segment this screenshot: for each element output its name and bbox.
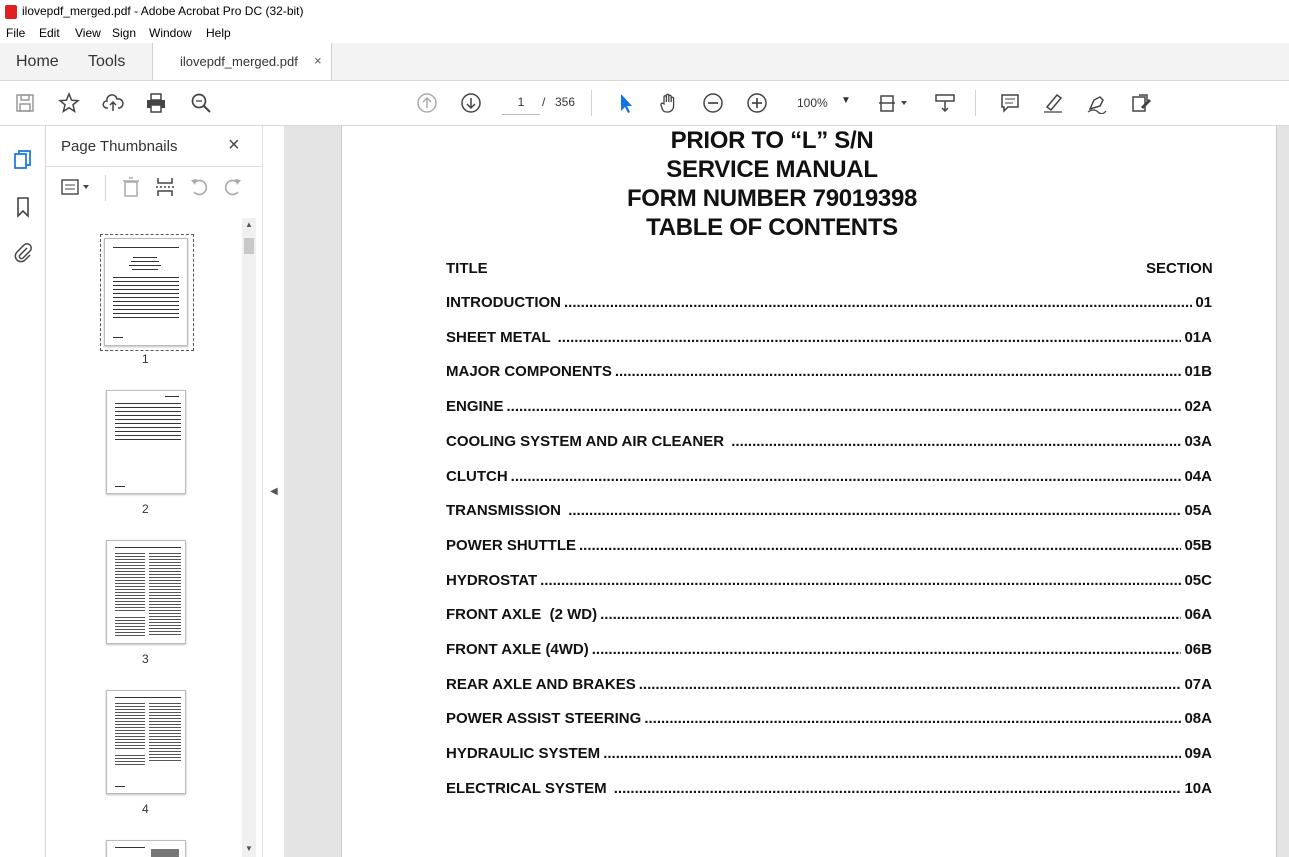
redo-icon[interactable] — [221, 175, 245, 199]
zoom-in-icon[interactable] — [745, 91, 769, 115]
toc-section: 01 — [1195, 294, 1212, 311]
heading-line: SERVICE MANUAL — [666, 156, 878, 183]
tab-bar — [0, 43, 1289, 81]
toc-row[interactable] — [446, 363, 1212, 383]
toc-title: ENGINE — [446, 398, 504, 416]
toc-title: HYDRAULIC SYSTEM — [446, 745, 601, 763]
toc-section: 10A — [1184, 779, 1212, 797]
toc-row[interactable] — [446, 398, 1212, 418]
zoom-value: 100% — [797, 96, 828, 110]
tab-tools[interactable]: Tools — [88, 53, 126, 70]
toc-row[interactable] — [446, 329, 1212, 349]
thumbnail-label: 1 — [142, 352, 149, 366]
toc-leader — [564, 294, 1192, 311]
toc-row[interactable] — [446, 502, 1212, 522]
thumbnail-label: 4 — [142, 802, 149, 816]
close-icon[interactable]: × — [228, 134, 240, 156]
menu-help[interactable]: Help — [206, 26, 231, 40]
toc-row[interactable] — [446, 710, 1212, 730]
upload-icon[interactable] — [101, 91, 125, 115]
hand-icon[interactable] — [657, 91, 681, 115]
toc-title: FRONT AXLE (4WD) — [446, 641, 589, 658]
toc-leader — [511, 468, 1182, 485]
page-separator: / — [542, 95, 546, 109]
toc-title: HYDROSTAT — [446, 571, 538, 589]
toc-leader — [592, 641, 1182, 658]
thumbnail-page-2[interactable] — [106, 390, 186, 494]
document-area — [284, 126, 1289, 857]
toc-section: 06A — [1184, 606, 1212, 624]
toc-leader — [540, 572, 1181, 589]
toc-row[interactable] — [446, 676, 1212, 696]
toc-row[interactable] — [446, 572, 1212, 592]
thumbnail-page-4[interactable] — [106, 690, 186, 794]
left-rail — [0, 126, 46, 857]
toc-title: INTRODUCTION — [446, 294, 561, 311]
save-icon[interactable] — [13, 91, 37, 115]
tab-document-label: ilovepdf_merged.pdf — [180, 54, 298, 69]
toolbar — [0, 81, 1289, 126]
star-icon[interactable] — [57, 91, 81, 115]
select-icon[interactable] — [614, 91, 638, 115]
thumbnail-page-3[interactable] — [106, 540, 186, 644]
toc-title: TRANSMISSION — [446, 502, 566, 520]
sign-icon[interactable] — [1085, 91, 1109, 115]
toc-row[interactable] — [446, 641, 1212, 661]
toc-leader — [731, 433, 1181, 450]
toc-section: 03A — [1184, 432, 1212, 450]
bookmark-icon[interactable] — [11, 195, 35, 219]
thumbnails-title: Page Thumbnails — [61, 138, 178, 155]
collapse-pane-icon[interactable]: ◀ — [270, 486, 278, 497]
toc-row[interactable] — [446, 606, 1212, 626]
toc-leader — [639, 676, 1182, 693]
toc-leader — [568, 502, 1181, 519]
tab-home[interactable]: Home — [16, 53, 59, 70]
attachment-icon[interactable] — [11, 240, 35, 264]
heading-line: PRIOR TO “L” S/N — [670, 127, 874, 154]
toc-title: REAR AXLE AND BRAKES — [446, 675, 636, 693]
print-icon[interactable] — [144, 91, 168, 115]
page-number-input[interactable] — [502, 90, 540, 115]
toc-row[interactable] — [446, 468, 1212, 488]
thumbnails-pane — [46, 126, 262, 857]
toc-section: 08A — [1184, 710, 1212, 728]
toc-leader — [615, 363, 1182, 380]
thumbnail-label: 3 — [142, 652, 149, 666]
toc-row[interactable] — [446, 745, 1212, 765]
toc-leader — [600, 606, 1181, 623]
edit-pdf-icon[interactable] — [1129, 91, 1153, 115]
comment-icon[interactable] — [998, 91, 1022, 115]
toc-title: CLUTCH — [446, 467, 508, 485]
thumbnails-icon[interactable] — [11, 148, 35, 172]
toc-section: 09A — [1184, 745, 1212, 763]
zoom-out-icon[interactable] — [701, 91, 725, 115]
toolbar-divider — [591, 90, 592, 116]
toolbar-divider — [105, 175, 106, 201]
toc-leader — [603, 745, 1181, 762]
window-title: ilovepdf_merged.pdf - Adobe Acrobat Pro DC (32-bit) — [22, 4, 304, 18]
toc-title: MAJOR COMPONENTS — [446, 363, 612, 381]
toc-section: 01B — [1184, 363, 1212, 381]
scroll-up-icon[interactable]: ▲ — [245, 220, 253, 229]
find-icon[interactable] — [189, 91, 213, 115]
highlight-icon[interactable] — [1041, 91, 1065, 115]
toc-title: COOLING SYSTEM AND AIR CLEANER — [446, 432, 729, 450]
pdf-page — [341, 126, 1277, 857]
toc-row[interactable] — [446, 537, 1212, 557]
next-page-icon[interactable] — [459, 91, 483, 115]
menu-bar — [0, 24, 1289, 43]
toc-title: ELECTRICAL SYSTEM — [446, 779, 611, 797]
thumbnail-scrollbar[interactable] — [242, 218, 256, 857]
thumbnail-label: 2 — [142, 502, 149, 516]
toc-leader — [507, 398, 1182, 415]
chevron-down-icon: ▼ — [841, 95, 851, 106]
heading-line: FORM NUMBER 79019398 — [626, 185, 918, 212]
pdf-logo-icon — [5, 5, 17, 19]
toc-title: SHEET METAL — [446, 328, 555, 346]
toc-col-title: TITLE — [446, 260, 488, 277]
panel-splitter[interactable] — [262, 126, 285, 857]
fit-page-icon[interactable] — [876, 91, 910, 115]
thumbnail-list — [46, 218, 242, 857]
toc-leader — [614, 780, 1182, 797]
toc-section: 05B — [1184, 536, 1212, 554]
toc-row[interactable] — [446, 294, 1212, 314]
toc-row[interactable] — [446, 433, 1212, 453]
toc-section: 02A — [1184, 398, 1212, 416]
toc-row[interactable] — [446, 780, 1212, 800]
scroll-mode-icon[interactable] — [933, 91, 957, 115]
toolbar-divider — [975, 90, 976, 116]
toc-section: 06B — [1184, 641, 1212, 658]
toc-leader — [644, 710, 1181, 727]
menu-edit[interactable]: Edit — [39, 26, 60, 40]
menu-view[interactable]: View — [75, 26, 101, 40]
toc-title: POWER SHUTTLE — [446, 536, 576, 554]
toc-section: 05A — [1184, 502, 1212, 520]
title-bar — [0, 0, 1289, 24]
heading-line: TABLE OF CONTENTS — [646, 214, 898, 241]
tab-document[interactable] — [152, 43, 332, 80]
undo-icon[interactable] — [187, 175, 211, 199]
toc-col-section: SECTION — [1146, 260, 1213, 277]
scroll-down-icon[interactable]: ▼ — [245, 844, 253, 853]
close-tab-icon[interactable]: × — [314, 53, 322, 68]
page-total: 356 — [555, 95, 576, 109]
zoom-select[interactable] — [787, 91, 855, 113]
prev-page-icon[interactable] — [415, 91, 439, 115]
toc-title: FRONT AXLE (2 WD) — [446, 606, 598, 624]
toc-leader — [579, 537, 1181, 554]
toc-section: 07A — [1184, 675, 1212, 693]
thumbnail-page-5[interactable] — [106, 840, 186, 857]
delete-icon[interactable] — [119, 175, 143, 199]
thumbnail-page-1[interactable] — [104, 238, 188, 346]
insert-icon[interactable] — [153, 175, 177, 199]
toc-title: POWER ASSIST STEERING — [446, 710, 642, 728]
toc-section: 05C — [1184, 571, 1212, 589]
thumbnails-toolbar — [46, 166, 262, 205]
menu-sign[interactable]: Sign — [112, 26, 137, 40]
scrollbar-thumb[interactable] — [244, 238, 254, 254]
menu-window[interactable]: Window — [149, 26, 192, 40]
toc-section: 01A — [1184, 328, 1212, 346]
toc-leader — [558, 329, 1182, 346]
menu-file[interactable]: File — [6, 26, 26, 40]
options-icon[interactable] — [60, 175, 92, 199]
toc-section: 04A — [1184, 467, 1212, 485]
